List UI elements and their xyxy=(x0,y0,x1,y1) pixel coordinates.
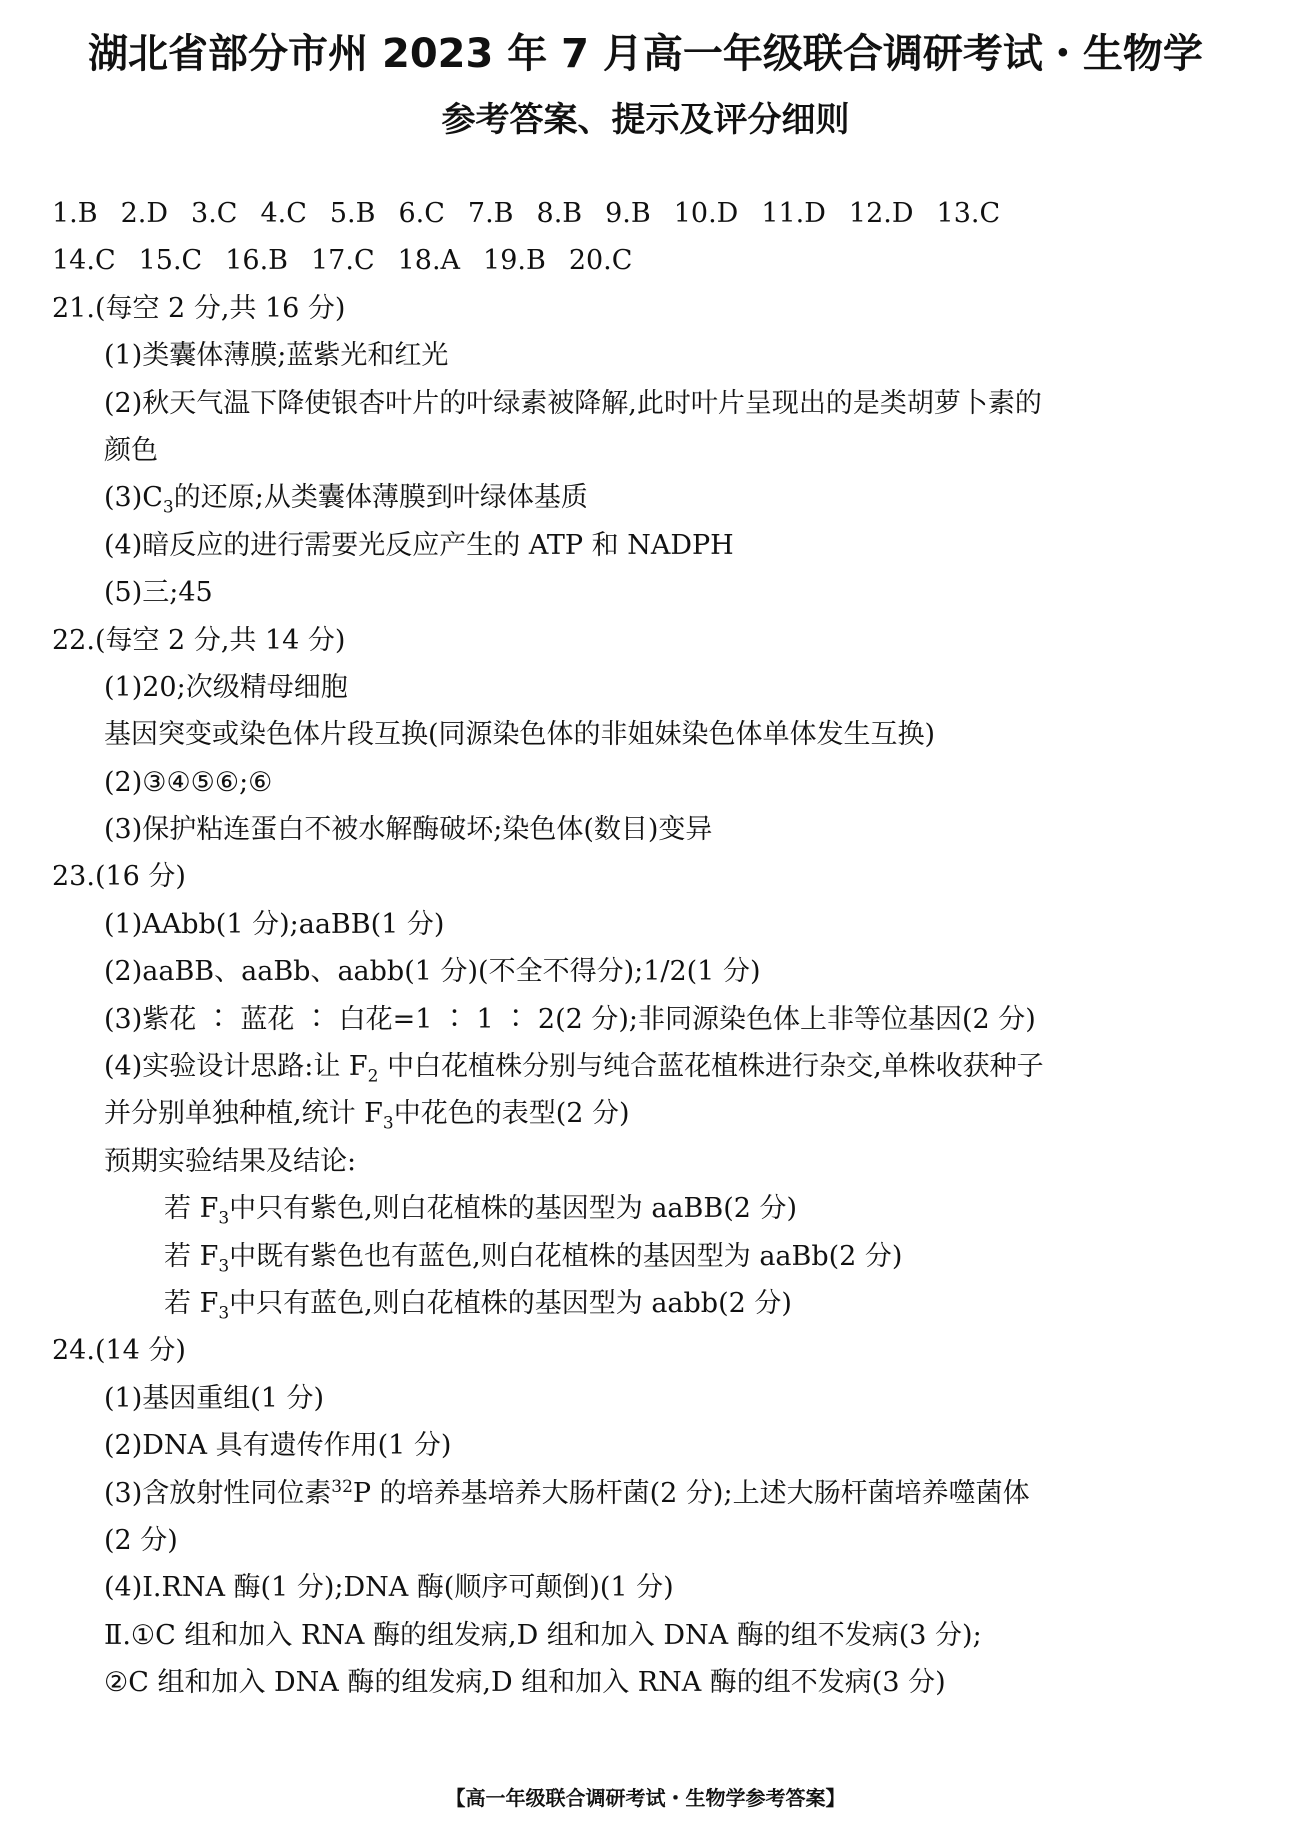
page-subtitle: 参考答案、提示及评分细则 xyxy=(441,100,850,140)
q23-part4-cont xyxy=(52,1090,1252,1137)
q23-expected-label: 预期实验结果及结论: xyxy=(104,1145,357,1177)
q23-heading: 23.(16 分) xyxy=(52,861,186,893)
q24-heading: 24.(14 分) xyxy=(52,1335,186,1367)
q22-part2: (2)③④⑤⑥;⑥ xyxy=(104,766,273,798)
q23-r3-sub: 3 xyxy=(218,1303,230,1324)
q21-part3-sub: 3 xyxy=(162,497,174,518)
choice-answer: 14.C xyxy=(52,245,116,277)
q23-r1-sub: 3 xyxy=(218,1208,230,1229)
q21-part4: (4)暗反应的进行需要光反应产生的 ATP 和 NADPH xyxy=(104,529,734,561)
q21-part5: (5)三;45 xyxy=(104,577,213,609)
q23-part4-sub: 2 xyxy=(367,1066,379,1087)
q24-part3-cont: (2 分) xyxy=(104,1524,178,1556)
q23-part2: (2)aaBB、aaBb、aabb(1 分)(不全不得分);1/2(1 分) xyxy=(104,956,761,988)
choice-answer: 8.B xyxy=(536,198,583,229)
choice-answer: 18.A xyxy=(397,245,461,277)
q23-r2-pre: 若 F xyxy=(164,1240,219,1272)
choice-answer: 6.C xyxy=(398,198,445,229)
q24-part5: Ⅱ.①C 组和加入 RNA 酶的组发病,D 组和加入 DNA 酶的组不发病(3 分); xyxy=(104,1619,982,1651)
q21-part3-pre: (3)C xyxy=(104,482,163,514)
q22-part1: (1)20;次级精母细胞 xyxy=(104,671,348,703)
q23-part4b-pre: 并分别单独种植,统计 F xyxy=(104,1098,383,1130)
choice-answer: 16.B xyxy=(225,245,288,277)
q23-r3-pre: 若 F xyxy=(164,1287,219,1319)
q21-part3 xyxy=(52,474,1252,521)
choice-answers-row-2 xyxy=(52,237,1252,284)
q22-heading: 22.(每空 2 分,共 14 分) xyxy=(52,624,346,656)
q23-part4 xyxy=(52,1043,1252,1090)
q23-r2-sub: 3 xyxy=(218,1255,230,1276)
q24-part3 xyxy=(52,1470,1252,1517)
q24-part2: (2)DNA 具有遗传作用(1 分) xyxy=(104,1430,452,1462)
choice-answer: 5.B xyxy=(329,198,376,229)
choice-answer: 4.C xyxy=(260,198,307,229)
choice-answer: 19.B xyxy=(483,245,546,277)
choice-answer: 11.D xyxy=(761,198,826,229)
choice-answer: 10.D xyxy=(673,198,739,229)
q23-result-1 xyxy=(52,1185,1252,1232)
choice-answers-row-1 xyxy=(52,190,1252,237)
q24-part3-post: P 的培养基培养大肠杆菌(2 分);上述大肠杆菌培养噬菌体 xyxy=(352,1477,1030,1509)
q21-heading: 21.(每空 2 分,共 16 分) xyxy=(52,292,346,324)
q24-part3-sup: 32 xyxy=(331,1476,353,1497)
q23-part4-pre: (4)实验设计思路:让 F xyxy=(104,1051,368,1083)
page-title: 湖北省部分市州 2023 年 7 月高一年级联合调研考试・生物学 xyxy=(88,31,1203,77)
choice-answer: 15.C xyxy=(138,245,203,277)
choice-answer: 7.B xyxy=(467,198,514,229)
choice-answer: 2.D xyxy=(120,198,169,229)
choice-answer: 3.C xyxy=(191,198,238,229)
q23-result-2 xyxy=(52,1233,1252,1280)
q23-r1-post: 中只有紫色,则白花植株的基因型为 aaBB(2 分) xyxy=(229,1193,798,1225)
q24-part6: ②C 组和加入 DNA 酶的组发病,D 组和加入 RNA 酶的组不发病(3 分) xyxy=(104,1667,946,1699)
q24-part4: (4)Ⅰ.RNA 酶(1 分);DNA 酶(顺序可颠倒)(1 分) xyxy=(104,1572,674,1604)
q21-part3-post: 的还原;从类囊体薄膜到叶绿体基质 xyxy=(173,482,588,514)
choice-answer: 1.B xyxy=(52,198,98,229)
q23-part4b-sub: 3 xyxy=(382,1113,394,1134)
choice-answer: 13.C xyxy=(936,198,1001,229)
q24-part1: (1)基因重组(1 分) xyxy=(104,1382,325,1414)
q23-part1: (1)AAbb(1 分);aaBB(1 分) xyxy=(104,908,445,940)
q23-part4-post: 中白花植株分别与纯合蓝花植株进行杂交,单株收获种子 xyxy=(378,1051,1044,1083)
q23-result-3 xyxy=(52,1280,1252,1327)
page-footer: 【高一年级联合调研考试・生物学参考答案】 xyxy=(445,1786,846,1810)
choice-answer: 9.B xyxy=(605,198,651,229)
choice-answer: 12.D xyxy=(848,198,914,229)
q23-r2-post: 中既有紫色也有蓝色,则白花植株的基因型为 aaBb(2 分) xyxy=(229,1240,903,1272)
q22-part3: (3)保护粘连蛋白不被水解酶破坏;染色体(数目)变异 xyxy=(104,814,713,846)
q23-r3-post: 中只有蓝色,则白花植株的基因型为 aabb(2 分) xyxy=(229,1287,792,1319)
q21-part2: (2)秋天气温下降使银杏叶片的叶绿素被降解,此时叶片呈现出的是类胡萝卜素的 xyxy=(104,387,1042,419)
q23-part3: (3)紫花 ∶ 蓝花 ∶ 白花=1 ∶ 1 ∶ 2(2 分);非同源染色体上非等位基因(2 分) xyxy=(104,1003,1036,1035)
answer-content xyxy=(52,190,1252,1707)
q23-r1-pre: 若 F xyxy=(164,1193,219,1225)
q22-part1-cont: 基因突变或染色体片段互换(同源染色体的非姐妹染色体单体发生互换) xyxy=(104,719,936,751)
q24-part3-pre: (3)含放射性同位素 xyxy=(104,1477,332,1509)
q23-part4b-post: 中花色的表型(2 分) xyxy=(393,1098,630,1130)
choice-answer: 17.C xyxy=(311,245,375,277)
choice-answer: 20.C xyxy=(568,245,633,277)
q21-part2-cont: 颜色 xyxy=(104,434,158,466)
q21-part1: (1)类囊体薄膜;蓝紫光和红光 xyxy=(104,340,449,372)
